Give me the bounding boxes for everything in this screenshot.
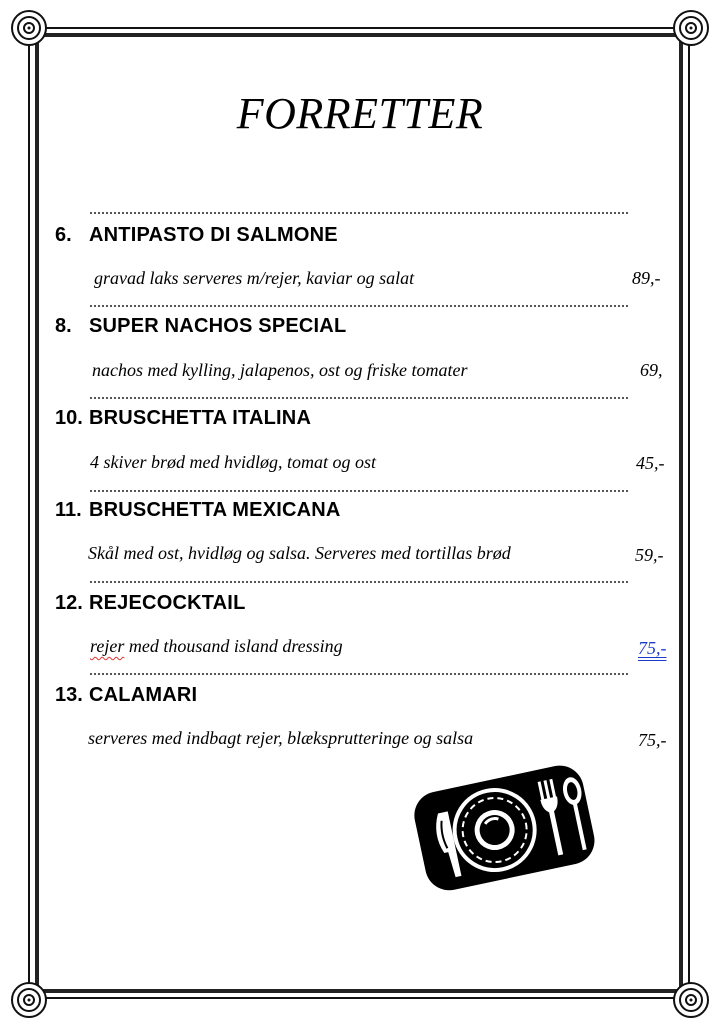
item-number: 8. [55, 315, 72, 337]
item-name: CALAMARI [89, 684, 198, 706]
item-name: ANTIPASTO DI SALMONE [89, 224, 338, 246]
item-name: BRUSCHETTA ITALINA [89, 407, 312, 429]
item-description: nachos med kylling, jalapenos, ost og friske tomater [92, 360, 468, 380]
item-name: REJECOCKTAIL [89, 592, 246, 614]
item-description: 4 skiver brød med hvidløg, tomat og ost [90, 452, 376, 472]
item-description: serveres med indbagt rejer, blæksprutteringe og salsa [88, 728, 474, 748]
item-price: 75,- [638, 730, 667, 750]
item-number: 12. [55, 592, 83, 614]
item-number: 11. [55, 499, 82, 521]
dotted-separator [90, 397, 628, 399]
item-description: gravad laks serveres m/rejer, kaviar og salat [94, 268, 415, 288]
dotted-separator [90, 581, 628, 583]
plate-cutlery-icon [408, 760, 600, 892]
item-description: Skål med ost, hvidløg og salsa. Serveres med tortillas brød [88, 543, 511, 563]
dotted-separator [90, 490, 628, 492]
item-name: SUPER NACHOS SPECIAL [89, 315, 347, 337]
item-price: 45,- [636, 453, 665, 473]
item-price: 59,- [635, 545, 664, 565]
item-description-rest: med thousand island dressing [124, 636, 343, 656]
item-name: BRUSCHETTA MEXICANA [89, 499, 341, 521]
page-title: FORRETTER [236, 89, 484, 138]
corner-ornament-icon [9, 8, 49, 48]
item-description [90, 636, 343, 657]
corner-ornament-icon [9, 980, 49, 1020]
dotted-separator [90, 673, 628, 675]
item-price[interactable] [638, 638, 667, 659]
corner-ornament-icon [671, 980, 711, 1020]
dotted-separator [90, 212, 628, 214]
item-price: 69, [640, 360, 663, 380]
item-price-link[interactable]: 75,- [638, 638, 667, 658]
corner-ornament-icon [671, 8, 711, 48]
item-number: 10. [55, 407, 83, 429]
spellcheck-word[interactable]: rejer [90, 636, 125, 656]
item-price: 89,- [632, 268, 661, 288]
item-number: 6. [55, 224, 72, 246]
item-number: 13. [55, 684, 83, 706]
dotted-separator [90, 305, 628, 307]
